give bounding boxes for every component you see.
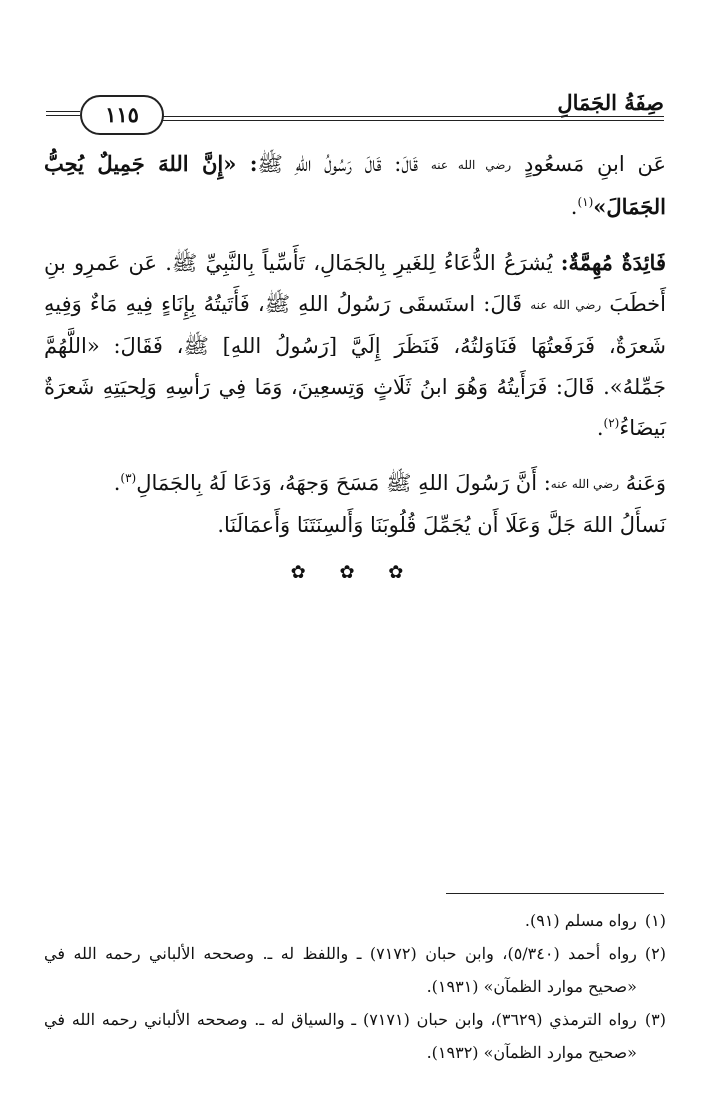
text: . عَن عَمرِو بنِ أَخطَبَ [44, 251, 666, 316]
text: . [596, 416, 604, 440]
honorific-seal: رضي الله عنه [530, 298, 602, 312]
honorific-seal: رضي الله عنه [430, 158, 512, 172]
footnote-ref: (١) [577, 195, 594, 209]
text: وَعَنهُ [625, 471, 666, 495]
footnote-ref: (٢) [603, 416, 620, 430]
text: مَسَحَ وَجهَهُ، وَدَعَا لَهُ بِالجَمَالِ [136, 471, 380, 495]
header-rule [158, 116, 664, 117]
running-title: صِفَةُ الجَمَالِ [557, 90, 664, 115]
text: ، فَقَالَ: «اللَّهُمَّ جَمِّلهُ». قَالَ: فَرَأَيتُهُ وَهُوَ ابنُ ثَلَاثٍ وَتِسعِينَ، وَمَا فِي رَأسِهِ وَلِحيَتِهِ شَعرَةٌ بَيضَاءُ [44, 334, 666, 440]
footnote-text: رواه أحمد (٥/٣٤٠)، وابن حبان (٧١٧٢) ـ واللفظ له ـ. وصححه الألباني رحمه الله في «صحيح موارد الظمآن» (١٩٣١). [44, 944, 637, 996]
footnote-number: (٢) [644, 944, 666, 963]
text: يُشرَعُ الدُّعَاءُ لِلغَيرِ بِالجَمَالِ، تَأَسِّياً بِالنَّبِيِّ [205, 251, 553, 275]
text: ، فَأَتَيتُهُ بِإِنَاءٍ فِيهِ مَاءٌ وَفِيهِ شَعرَةٌ، فَرَفَعتُهَا فَنَاوَلتُهُ، فَنَظَرَ إِلَيَّ [رَسُولُ اللهِ] [44, 292, 666, 358]
footnote [44, 904, 666, 937]
main-text [44, 143, 666, 546]
text: نَسأَلُ اللهَ جَلَّ وَعَلَا أَن يُجَمِّلَ قُلُوبَنَا وَأَلسِنَتَنَا وَأَعمَالَنَا. [217, 513, 666, 537]
paragraph-supplication [44, 505, 666, 546]
page-number: ١١٥ [80, 95, 164, 135]
paragraph-benefit [44, 242, 666, 449]
salutation-seal: ﷺ [171, 251, 198, 275]
footnote-rule [446, 893, 664, 894]
footnote [44, 937, 666, 1003]
header-stub-rule [46, 115, 80, 116]
text: : أَنَّ رَسُولَ اللهِ [418, 471, 551, 495]
paragraph-report [44, 463, 666, 505]
footnote-text: رواه مسلم (٩١). [524, 911, 637, 930]
hadith-quote: : «إِنَّ اللهَ جَمِيلٌ يُحِبُّ الجَمَالَ» [44, 151, 666, 219]
salutation-seal: ﷺ [264, 292, 291, 316]
footnote-ref: (٣) [120, 471, 137, 485]
footnotes [44, 904, 666, 1069]
footnote-text: رواه الترمذي (٣٦٢٩)، وابن حبان (٧١٧١) ـ والسياق له ـ. وصححه الألباني رحمه الله في «صحيح موارد الظمآن» (١٩٣٢). [44, 1010, 637, 1062]
text: قَالَ: قَالَ رَسُولُ اللهِ [295, 152, 419, 176]
text: قَالَ: استَسقَى رَسُولُ اللهِ [298, 292, 523, 316]
salutation-seal: ﷺ [386, 471, 412, 495]
text: عَن ابنِ مَسعُودٍ [523, 152, 666, 176]
salutation-seal: ﷺ [183, 334, 209, 358]
header-rule [158, 120, 664, 121]
salutation-seal: ﷺ [257, 152, 283, 176]
footnote-number: (٣) [644, 1010, 666, 1029]
footnote [44, 1003, 666, 1069]
text: . [113, 471, 121, 495]
footnote-number: (١) [644, 911, 666, 930]
header-stub-rule [46, 111, 80, 112]
section-separator: ✿ ✿ ✿ [290, 562, 418, 583]
paragraph-hadith [44, 143, 666, 228]
text: . [570, 195, 578, 219]
benefit-heading: فَائِدَةٌ مُهِمَّةٌ: [560, 250, 666, 275]
honorific-seal: رضي الله عنه [550, 477, 620, 491]
